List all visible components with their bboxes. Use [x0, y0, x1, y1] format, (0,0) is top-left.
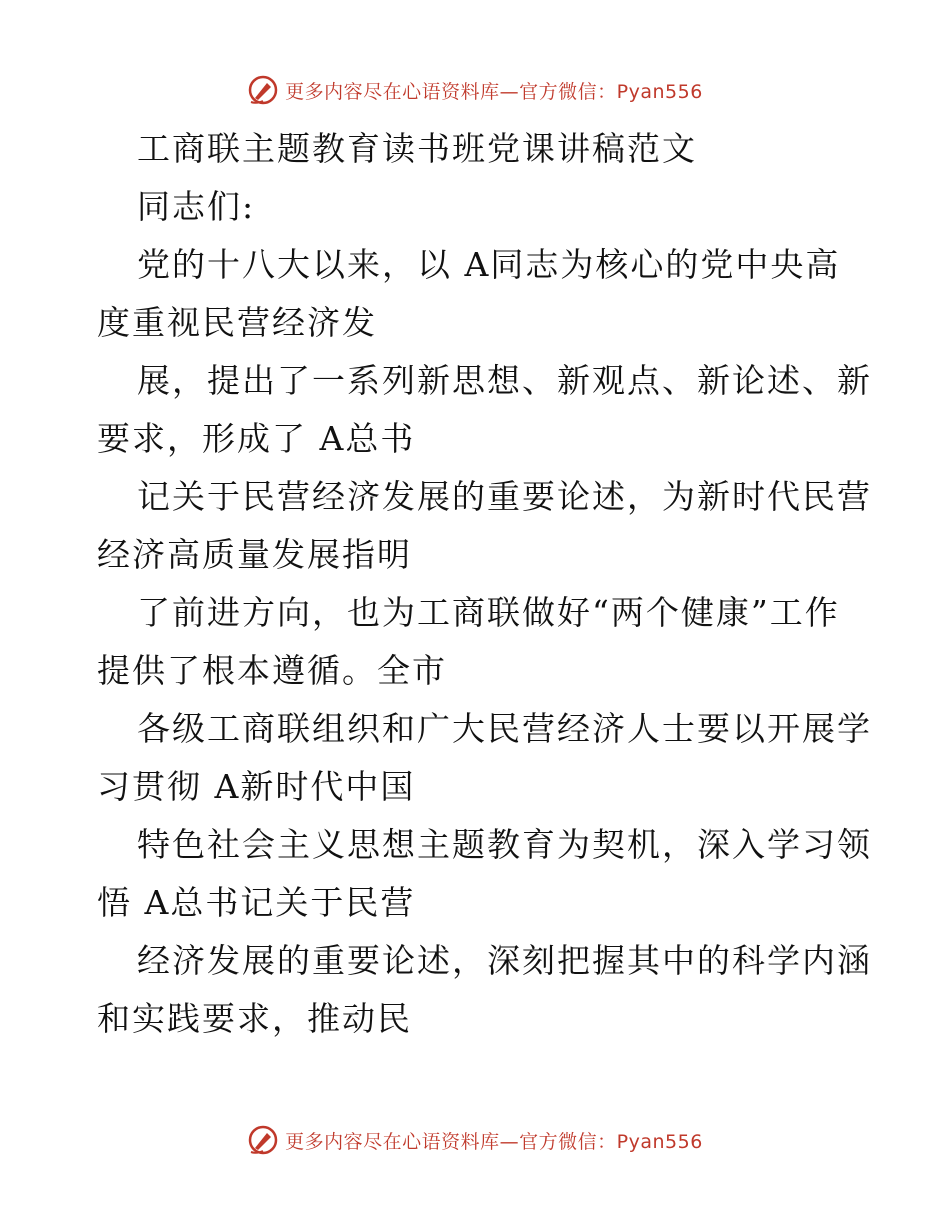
pen-logo-icon: [247, 74, 279, 106]
footer-watermark: [0, 1120, 950, 1160]
text-line: 提供了根本遵循。全市: [97, 651, 447, 690]
text-line: 度重视民营经济发: [97, 303, 377, 342]
text-line: 党的十八大以来，以 A同志为核心的党中央高: [137, 245, 841, 284]
watermark-text: 更多内容尽在心语资料库—官方微信：Pyan556: [285, 80, 703, 103]
watermark-text: 更多内容尽在心语资料库—官方微信：Pyan556: [285, 1130, 703, 1153]
document-body: [97, 120, 872, 1048]
text-line: 习贯彻 A新时代中国: [97, 767, 416, 806]
document-title: 工商联主题教育读书班党课讲稿范文: [137, 129, 697, 168]
salutation: 同志们:: [137, 187, 256, 226]
text-line: 各级工商联组织和广大民营经济人士要以开展学: [137, 709, 872, 748]
text-line: 特色社会主义思想主题教育为契机，深入学习领: [137, 825, 872, 864]
text-line: 记关于民营经济发展的重要论述，为新时代民营: [137, 477, 872, 516]
text-line: 和实践要求，推动民: [97, 999, 412, 1038]
text-line: 经济高质量发展指明: [97, 535, 412, 574]
header-watermark: [0, 70, 950, 110]
text-line: 了前进方向，也为工商联做好“两个健康”工作: [137, 593, 840, 632]
text-line: 经济发展的重要论述，深刻把握其中的科学内涵: [137, 941, 872, 980]
text-line: 展，提出了一系列新思想、新观点、新论述、新: [137, 361, 872, 400]
text-line: 悟 A总书记关于民营: [97, 883, 416, 922]
text-line: 要求，形成了 A总书: [97, 419, 416, 458]
pen-logo-icon: [247, 1124, 279, 1156]
